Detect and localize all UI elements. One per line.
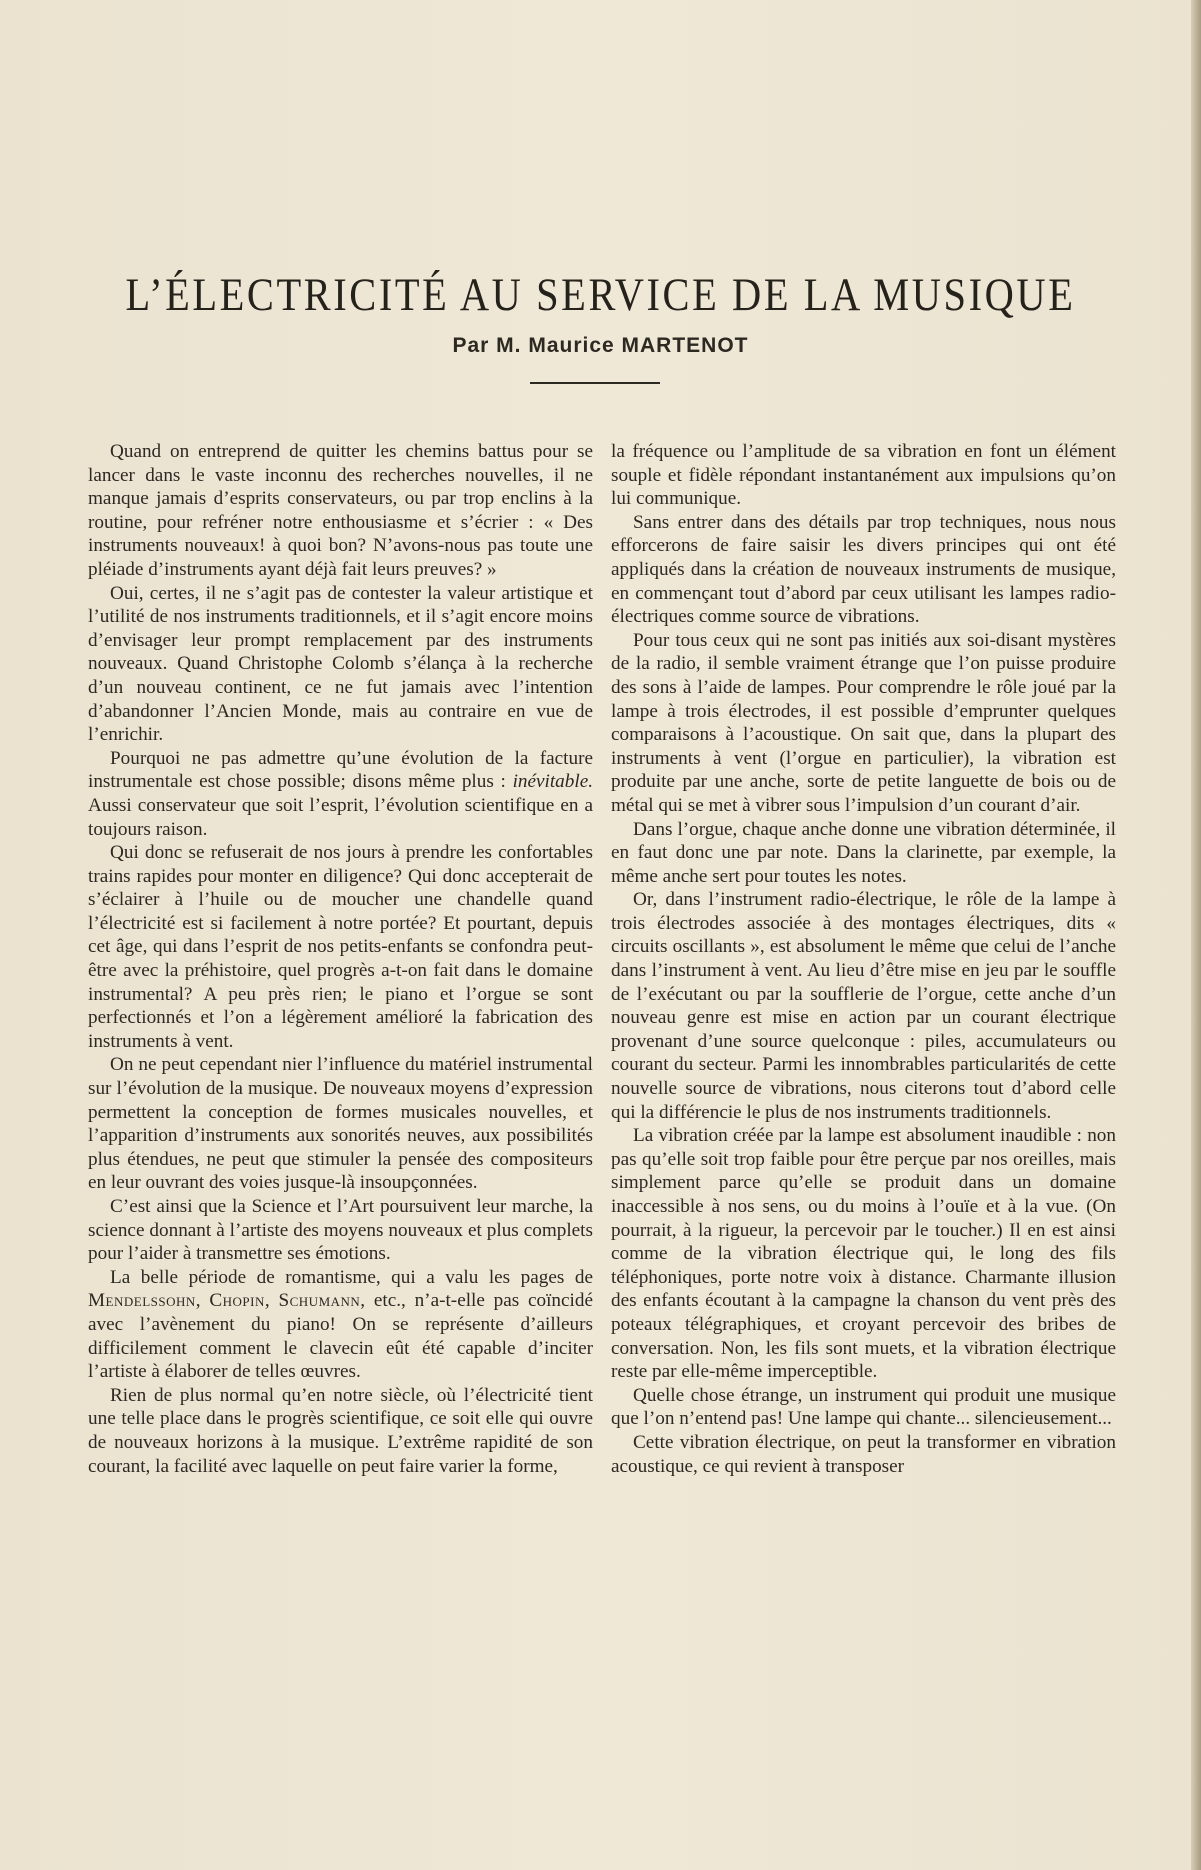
emphasis-inevitable: inévitable. [512,771,594,793]
paragraph: Pour tous ceux qui ne sont pas initiés aux soi-disant mystères de la radio, il semble vraiment étrange que l’on puisse produire des sons à l’aide de lampes. Pour comprendre le rôle joué par la lampe à trois électrodes, il est possible d’emprunter quelques comparaisons à l’acoustique. On sait que, dans la plupart des instruments à vent (l’orgue en particulier), la vibration est produite par une anche, sorte de petite languette de bois ou de métal qui se met à vibrer sous l’impulsion d’un courant d’air. [611,629,1116,816]
paragraph-text: , etc., n’a-t-elle pas coïncidé avec l’avènement du piano! On se représente d’ailleurs difficilement comment le clavecin eût été capable d’inciter l’artiste à élaborer de telles œuvres. [88,1290,593,1383]
paragraph: Dans l’orgue, chaque anche donne une vibration déterminée, il en faut donc une par note. Dans la clarinette, par exemple, la même anche sert pour toutes les notes. [611,818,1116,887]
paragraph: Rien de plus normal qu’en notre siècle, où l’électricité tient une telle place dans le progrès scientifique, ce soit elle qui ouvre de nouveaux horizons à la musique. L’extrême rapidité de son courant, la facilité avec laquelle on peut faire varier la forme, [88,1384,593,1477]
title-divider [530,382,660,384]
right-column [611,440,1116,1478]
paragraph: C’est ainsi que la Science et l’Art poursuivent leur marche, la science donnant à l’artiste des moyens nouveaux et plus complets pour l’aider à transmettre ses émotions. [88,1196,593,1265]
paragraph-text: Pourquoi ne pas admettre qu’une évolution de la facture instrumentale est chose possible; disons même plus : [88,747,593,793]
paragraph: On ne peut cependant nier l’influence du matériel instrumental sur l’évolution de la musique. De nouveaux moyens d’expression permettent la conception de formes musicales nouvelles, et l’apparition d’instruments aux sonorités neuves, aux possibilités plus étendues, ne peut que stimuler la pensée des compositeurs en leur ouvrant des voies jusque-là insoupçonnées. [88,1054,593,1194]
paragraph: La belle période de romantisme, qui a valu les pages de Mendelssohn, Chopin, Schumann, etc., n’a-t-elle pas coïncidé avec l’avènement du piano! On se représente d’ailleurs difficilement comment le clavecin eût été capable d’inciter l’artiste à élaborer de telles œuvres. [88,1266,593,1383]
page-edge [1191,0,1201,1870]
composer-name: Chopin [209,1290,265,1312]
article-byline: Par M. Maurice MARTENOT [452,334,749,357]
paragraph: Cette vibration électrique, on peut la transformer en vibration acoustique, ce qui revient à transposer [611,1431,1116,1477]
paragraph: Quelle chose étrange, un instrument qui produit une musique que l’on n’entend pas! Une lampe qui chante... silencieusement... [611,1384,1116,1430]
paragraph: Oui, certes, il ne s’agit pas de contester la valeur artistique et l’utilité de nos instruments traditionnels, et il s’agit encore moins d’envisager leur prompt remplacement par des instruments nouveaux. Quand Christophe Colomb s’élança à la recherche d’un nouveau continent, ce ne fut jamais avec l’intention d’abandonner l’Ancien Monde, mais au contraire en vue de l’enrichir. [88,582,593,746]
paragraph: Qui donc se refuserait de nos jours à prendre les confortables trains rapides pour monter en diligence? Qui donc accepterait de s’éclairer à l’huile ou de moucher une chandelle quand l’électricité est si facilement à notre portée? Et pourtant, depuis cet âge, qui dans l’esprit de nos petits-enfants se confondra peut-être avec la préhistoire, quel progrès a-t-on fait dans le domaine instrumental? A peu près rien; le piano et l’orgue se sont perfectionnés et l’on a légèrement amélioré la fabrication des instruments à vent. [88,842,593,1052]
paragraph-text: Aussi conservateur que soit l’esprit, l’évolution scientifique en a toujours raison. [88,794,593,840]
paragraph: Sans entrer dans des détails par trop techniques, nous nous efforcerons de faire saisir les divers principes qui ont été appliqués dans la création de nouveaux instruments de musique, en commençant tout d’abord par ceux utilisant les lampes radio-électriques comme source de vibrations. [611,511,1116,628]
article-title: L’ÉLECTRICITÉ AU SERVICE DE LA MUSIQUE [125,269,1076,321]
paragraph: La vibration créée par la lampe est absolument inaudible : non pas qu’elle soit trop faible pour être perçue par nos oreilles, mais simplement parce qu’elle se produit dans un domaine inaccessible à nos sens, ou du moins à l’ouïe et à la vue. (On pourrait, à la rigueur, la percevoir par le toucher.) Il en est ainsi comme de la vibration électrique qui, le long des fils téléphoniques, porte notre voix à distance. Charmante illusion des enfants écoutant à la campagne la chanson du vent près des poteaux télégraphiques, et croyant percevoir des bribes de conversation. Non, les fils sont muets, et la vibration électrique reste par elle-même imperceptible. [611,1125,1116,1383]
left-column [88,440,593,1478]
paragraph [88,747,593,841]
paragraph: Quand on entreprend de quitter les chemins battus pour se lancer dans le vaste inconnu des recherches nouvelles, il ne manque jamais d’esprits conservateurs, ou par trop enclins à la routine, pour refréner notre enthousiasme et s’écrier : « Des instruments nouveaux! à quoi bon? N’avons-nous pas toute une pléiade d’instruments ayant déjà fait leurs preuves? » [88,441,593,580]
paragraph: la fréquence ou l’amplitude de sa vibration en font un élément souple et fidèle répondant instantanément aux impulsions qu’on lui communique. [611,441,1116,510]
composer-name: Mendelssohn [88,1290,196,1312]
paragraph: Or, dans l’instrument radio-électrique, le rôle de la lampe à trois électrodes associée à des montages électriques, dits « circuits oscillants », est absolument le même que celui de l’anche dans l’instrument à vent. Au lieu d’être mise en jeu par le souffle de l’exécutant ou par la soufflerie de l’orgue, cette anche d’un nouveau genre est mise en action par un courant électrique provenant d’une source quelconque : piles, accumulateurs ou courant du secteur. Parmi les innombrables particularités de cette nouvelle source de vibrations, nous citerons tout d’abord celle qui la différencie le plus de nos instruments traditionnels. [611,889,1116,1123]
composer-name: Schumann [278,1290,361,1312]
paragraph-text: La belle période de romantisme, qui a valu les pages de [110,1266,593,1288]
